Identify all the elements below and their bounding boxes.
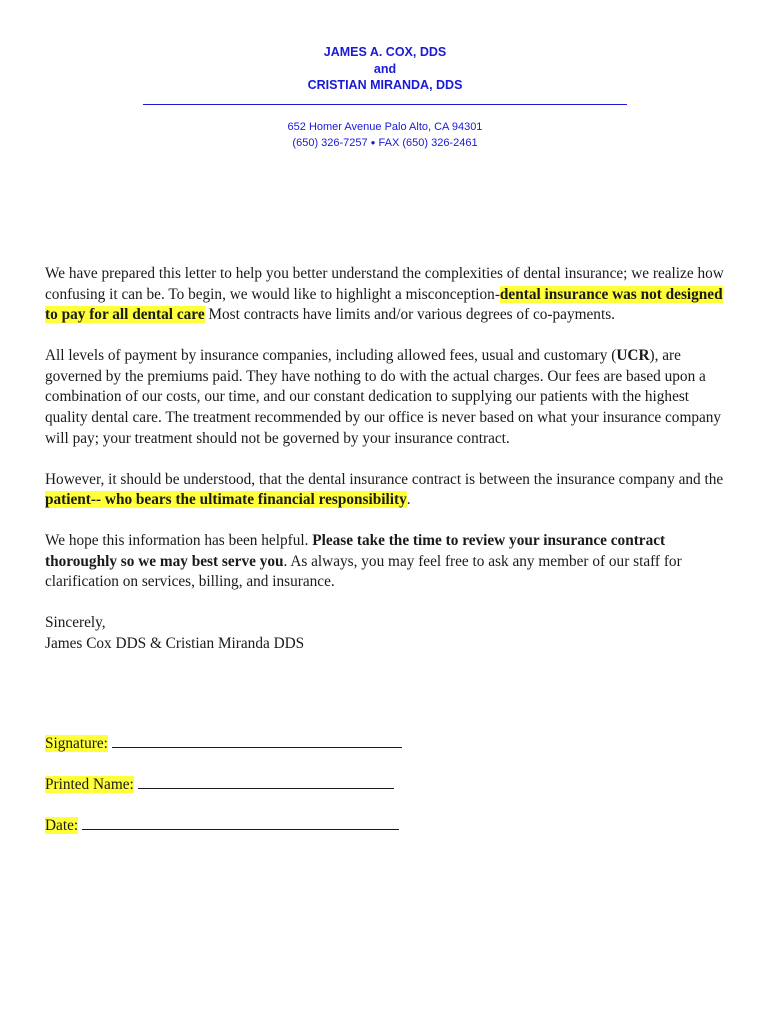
signature-field[interactable] <box>45 733 402 753</box>
phone-number: (650) 326-7257 <box>292 136 368 149</box>
p2-ucr: UCR <box>616 347 650 365</box>
paragraph-2 <box>45 346 725 449</box>
office-address: 652 Homer Avenue Palo Alto, CA 94301 <box>287 120 483 133</box>
signoff: James Cox DDS & Cristian Miranda DDS <box>45 634 305 652</box>
header-divider <box>143 104 627 105</box>
signature-label: Signature: <box>45 735 108 752</box>
header-conjunction: and <box>373 61 397 76</box>
fax-number: FAX (650) 326-2461 <box>378 136 478 149</box>
date-label: Date: <box>45 817 79 834</box>
p1-text: We have prepared this letter to help you better understand the complexities of dental insurance; we realize how confusing it can be. To begin, we would like to highlight a misconception- <box>45 265 724 303</box>
paragraph-1 <box>45 264 725 326</box>
p1-highlight: dental insurance was not designed to pay for all dental care <box>45 285 723 324</box>
doctor-name-2: CRISTIAN MIRANDA, DDS <box>307 78 463 92</box>
date-field[interactable] <box>45 815 399 835</box>
doctor-name-1: JAMES A. COX, DDS <box>323 45 447 59</box>
bullet-separator-icon: ● <box>370 137 376 147</box>
contact-line <box>0 135 770 151</box>
letterhead <box>0 44 770 151</box>
printed-name-label: Printed Name: <box>45 776 134 793</box>
printed-name-line[interactable] <box>138 774 394 789</box>
p2-text: All levels of payment by insurance companies, including allowed fees, usual and customary ( <box>45 347 617 365</box>
p2-text-end: ), are governed by the premiums paid. They have nothing to do with the actual charges. Our fees are based upon a combination of our costs, our time, and our constant dedication to supplying our patients with the highest quality dental care. The treatment recommended by our office is never based on what your insurance company will pay; your treatment should not be governed by your insurance contract. <box>45 347 722 447</box>
p4-text-end: . As always, you may feel free to ask any member of our staff for clarification on services, billing, and insurance. <box>45 552 682 591</box>
closing: Sincerely, <box>45 614 106 632</box>
p3-text-end: . <box>406 491 411 509</box>
p4-text: We hope this information has been helpful. <box>45 532 313 550</box>
signature-line[interactable] <box>112 733 402 748</box>
p4-bold: Please take the time to review your insurance contract thoroughly so we may best serve you <box>45 532 666 570</box>
p1-text-end: Most contracts have limits and/or various degrees of co-payments. <box>204 306 615 324</box>
paragraph-4 <box>45 531 725 593</box>
p3-highlight: patient-- who bears the ultimate financial responsibility <box>45 491 407 509</box>
letter-body <box>45 264 725 654</box>
p3-text: However, it should be understood, that the dental insurance contract is between the insurance company and the <box>45 470 724 488</box>
paragraph-3 <box>45 470 725 511</box>
date-line[interactable] <box>82 815 399 830</box>
printed-name-field[interactable] <box>45 774 394 794</box>
